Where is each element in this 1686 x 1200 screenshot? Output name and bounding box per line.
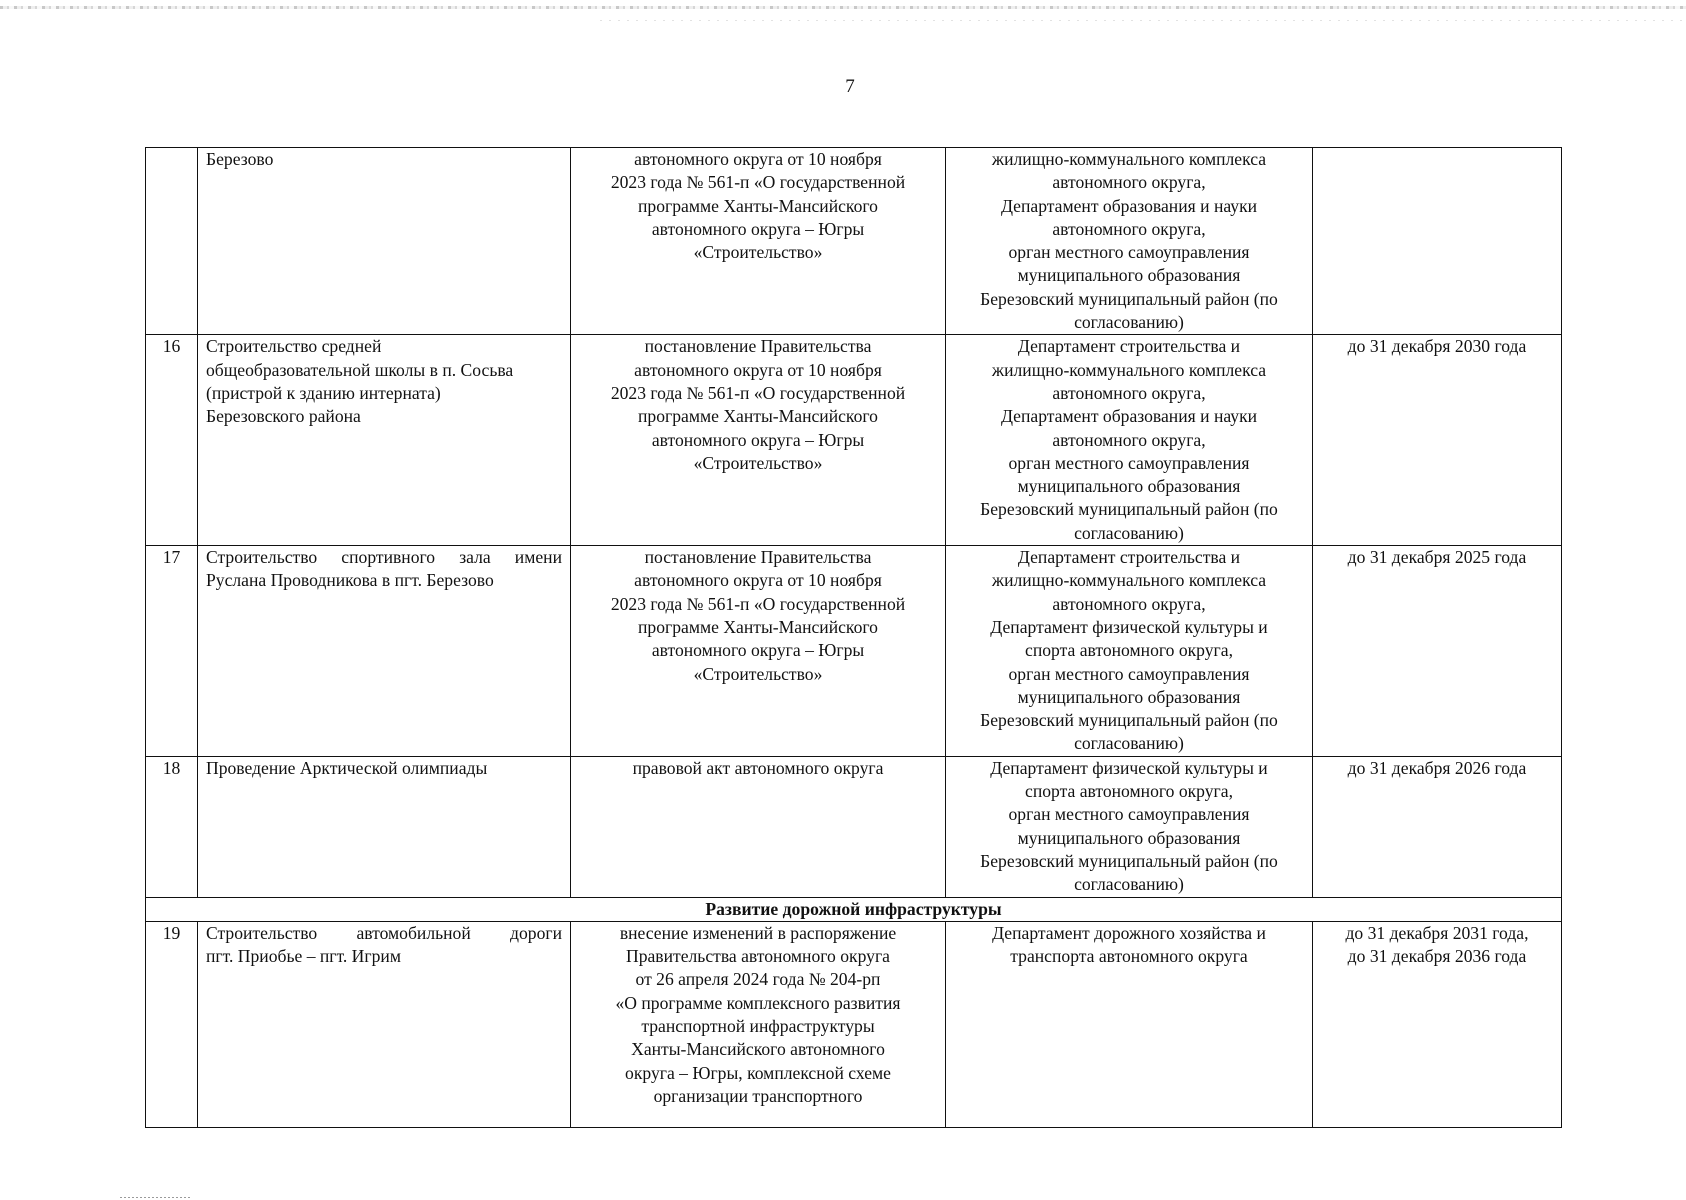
cell-responsible [946,335,1313,546]
cell-text-line: 2023 года № 561-п «О государственной [610,172,906,193]
cell-deadline [1313,756,1562,897]
cell-text-line: автономного округа, [1052,429,1206,450]
measures-table-body [146,148,1562,1128]
cell-text-line: орган местного самоуправления [1008,804,1250,825]
cell-text-line: автономного округа от 10 ноября [634,359,882,380]
cell-text-line: Строительство спортивного зала имени [206,547,562,568]
cell-text-line: спорта автономного округа, [1025,781,1233,802]
cell-legal-act [571,921,946,1127]
cell-text-line: до 31 декабря 2031 года, [1345,922,1529,943]
cell-text-line: Березовский муниципальный район (по [980,288,1278,309]
cell-text-line: Березовского района [206,406,361,427]
cell-text-line: пгт. Приобье – пгт. Игрим [206,946,401,967]
cell-measure-name [198,148,571,335]
cell-text-line: орган местного самоуправления [1008,663,1250,684]
cell-text-line: жилищно-коммунального комплекса [991,570,1267,591]
measures-table [145,147,1562,1128]
cell-text-line: орган местного самоуправления [1008,242,1250,263]
cell-text-line: «Строительство» [693,452,823,473]
cell-deadline [1313,546,1562,757]
cell-text-line: жилищно-коммунального комплекса [991,359,1267,380]
cell-text-line: до 31 декабря 2030 года [1347,336,1527,357]
cell-text-line: Строительство автомобильной дороги [206,922,562,943]
cell-text-line: согласованию) [1074,312,1184,333]
table-row [146,148,1562,335]
cell-text-line: Департамент образования и науки [1000,195,1258,216]
cell-text-line: программе Ханты-Мансийского [638,406,878,427]
cell-text-line: от 26 апреля 2024 года № 204-рп [635,969,881,990]
cell-text-line: автономного округа – Югры [651,218,865,239]
cell-measure-name [198,921,571,1127]
cell-text-line: муниципального образования [1017,265,1241,286]
cell-text-line: муниципального образования [1017,686,1241,707]
cell-text-line: до 31 декабря 2036 года [1347,946,1527,967]
cell-text-line: спорта автономного округа, [1025,640,1233,661]
scan-edge-noise [600,20,1686,21]
section-title: Развитие дорожной инфраструктуры [146,897,1562,921]
cell-number: 17 [146,546,198,757]
cell-text-line: Березовский муниципальный район (по [980,850,1278,871]
cell-legal-act [571,148,946,335]
cell-number: 19 [146,921,198,1127]
cell-text-line: (пристрой к зданию интерната) [206,382,441,403]
table-row [146,921,1562,1127]
cell-text-line: Березовский муниципальный район (по [980,499,1278,520]
cell-text-line: программе Ханты-Мансийского [638,195,878,216]
cell-text-line: Правительства автономного округа [626,946,890,967]
cell-text-line: «О программе комплексного развития [615,992,901,1013]
cell-text-line: до 31 декабря 2026 года [1347,757,1527,778]
cell-deadline [1313,148,1562,335]
cell-text-line: организации транспортного [653,1085,863,1106]
cell-text-line: 2023 года № 561-п «О государственной [610,593,906,614]
cell-text-line: правовой акт автономного округа [632,757,884,778]
cell-legal-act [571,546,946,757]
cell-text-line: «Строительство» [693,242,823,263]
cell-text-line: постановление Правительства [644,336,872,357]
cell-text-line: орган местного самоуправления [1008,452,1250,473]
cell-text-line: Березово [206,149,274,169]
cell-measure-name [198,335,571,546]
cell-text-line: согласованию) [1074,733,1184,754]
cell-text-line: постановление Правительства [644,547,872,568]
cell-text-line: округа – Югры, комплексной схеме [625,1062,891,1083]
cell-legal-act [571,756,946,897]
cell-text-line: муниципального образования [1017,827,1241,848]
cell-text-line: согласованию) [1074,874,1184,895]
page-number: 7 [845,76,855,97]
cell-text-line: Департамент строительства и [1017,336,1241,357]
table-row [146,756,1562,897]
cell-text-line: Департамент образования и науки [1000,406,1258,427]
cell-text-line: Департамент дорожного хозяйства и [992,922,1266,943]
cell-text-line: автономного округа – Югры [651,429,865,450]
cell-text-line: 2023 года № 561-п «О государственной [610,382,906,403]
cell-text-line: автономного округа – Югры [651,640,865,661]
cell-text-line: общеобразовательной школы в п. Сосьва [206,359,514,380]
cell-number: 16 [146,335,198,546]
cell-text-line: до 31 декабря 2025 года [1347,547,1527,568]
cell-text-line: транспортной инфраструктуры [641,1015,875,1036]
cell-text-line: Департамент физической культуры и [990,757,1268,778]
cell-text-line: автономного округа, [1052,382,1206,403]
cell-responsible [946,921,1313,1127]
cell-text-line: Департамент физической культуры и [990,616,1268,637]
cell-text-line: внесение изменений в распоряжение [619,922,897,943]
cell-legal-act [571,335,946,546]
cell-number: 18 [146,756,198,897]
cell-text-line: Проведение Арктической олимпиады [206,757,488,778]
cell-text-line: автономного округа от 10 ноября [634,149,882,169]
cell-text-line: Департамент строительства и [1017,547,1241,568]
cell-text-line: Березовский муниципальный район (по [980,710,1278,731]
cell-text-line: Строительство средней [206,336,382,357]
cell-deadline [1313,335,1562,546]
cell-text-line: «Строительство» [693,663,823,684]
cell-number [146,148,198,335]
scan-edge-top [0,6,1686,9]
table-row [146,546,1562,757]
cell-text-line: согласованию) [1074,522,1184,543]
cell-measure-name [198,756,571,897]
cell-text-line: автономного округа, [1052,593,1206,614]
cell-measure-name [198,546,571,757]
cell-responsible [946,756,1313,897]
cell-text-line: программе Ханты-Мансийского [638,616,878,637]
cell-responsible [946,148,1313,335]
cell-text-line: автономного округа, [1052,172,1206,193]
cell-text-line: транспорта автономного округа [1010,946,1248,967]
cell-text-line: автономного округа, [1052,218,1206,239]
section-row [146,897,1562,921]
cell-text-line: автономного округа от 10 ноября [634,570,882,591]
cell-text-line: Ханты-Мансийского автономного [631,1039,885,1060]
scan-edge-bottom [120,1197,190,1198]
cell-text-line: муниципального образования [1017,476,1241,497]
cell-responsible [946,546,1313,757]
cell-text-line: Руслана Проводникова в пгт. Березово [206,570,494,591]
table-row [146,335,1562,546]
cell-text-line: жилищно-коммунального комплекса [991,149,1267,169]
cell-deadline [1313,921,1562,1127]
